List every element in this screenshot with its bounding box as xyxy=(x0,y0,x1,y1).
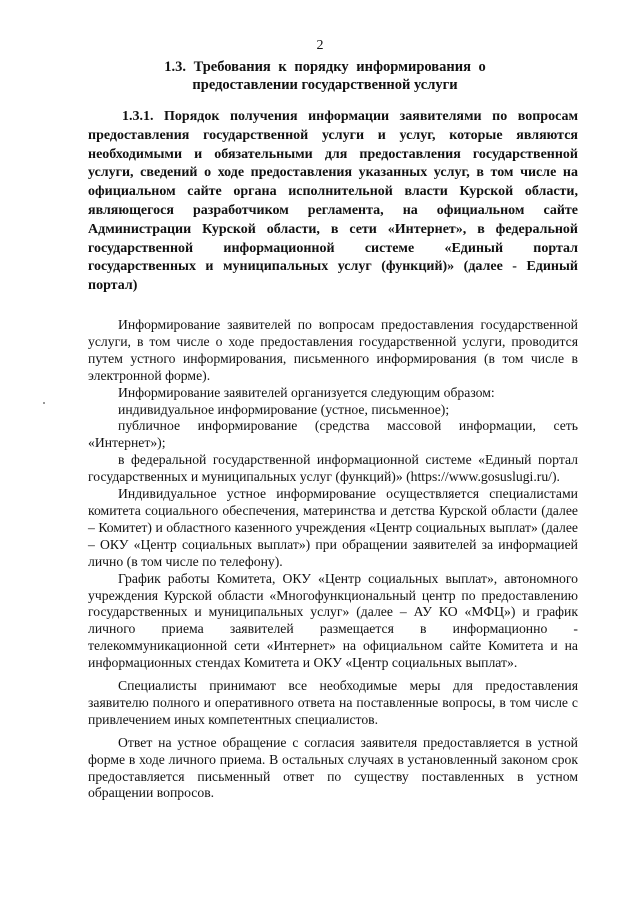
scan-speck xyxy=(43,402,45,404)
section-title xyxy=(90,58,560,94)
paragraph: Информирование заявителей по вопросам предоставления государственной услуги, в том числе о ходе предоставления государственной услуги, проводится путем устного информирования, письменного информирования (в том числе в электронной форме). xyxy=(88,317,578,383)
paragraph: Ответ на устное обращение с согласия заявителя предоставляется в устной форме в ходе личного приема. В остальных случаях в установленный законом срок предоставляется письменный ответ по существу поставленных в устном обращении вопросов. xyxy=(88,734,578,801)
paragraph: Индивидуальное устное информирование осуществляется специалистами комитета социального обеспечения, материнства и детства Курской области (далее – Комитет) и областного казенного учреждения «Центр социальных выплат» (далее – ОКУ «Центр социальных выплат») при обращении заявителей за информацией лично (в том числе по телефону). xyxy=(88,486,578,569)
paragraph: Информирование заявителей организуется следующим образом: xyxy=(118,384,495,400)
section-title-line-1: 1.3. Требования к порядку информирования о xyxy=(164,59,486,75)
paragraph: График работы Комитета, ОКУ «Центр социальных выплат», автономного учреждения Курской области «Многофункциональный центр по предоставлению государственных и муниципальных услуг» (далее – АУ КО «МФЦ») и график личного приема заявителей размещается в информационно - телекоммуникационной сети «Интернет» на официальном сайте Комитета и на информационных стендах Комитета и ОКУ «Центр социальных выплат». xyxy=(88,570,578,671)
paragraph: в федеральной государственной информационной системе «Единый портал государственных и муниципальных услуг (функций)» (https://www.gosuslugi.ru/). xyxy=(88,452,578,485)
subsection-heading: 1.3.1. Порядок получения информации заявителями по вопросам предоставления государственной услуги и услуг, которые являются необходимыми и обязательными для предоставления государственной услуги, сведений о ходе предоставления указанных услуг, в том числе на официальном сайте органа исполнительной власти Курской области, являющегося разработчиком регламента, на официальном сайте Администрации Курской области, в сети «Интернет», в федеральной государственной информационной системе «Единый портал государственных и муниципальных услуг (функций)» (далее - Единый портал) xyxy=(88,109,578,294)
paragraph: публичное информирование (средства массовой информации, сеть «Интернет»); xyxy=(88,418,578,451)
section-title-line-2: предоставлении государственной услуги xyxy=(192,77,458,93)
page-number: 2 xyxy=(316,38,324,53)
paragraph: индивидуальное информирование (устное, письменное); xyxy=(118,401,450,417)
body-text xyxy=(88,317,578,802)
paragraph: Специалисты принимают все необходимые меры для предоставления заявителю полного и оперативного ответа на поставленные вопросы, в том числе с привлечением иных компетентных специалистов. xyxy=(88,678,578,727)
